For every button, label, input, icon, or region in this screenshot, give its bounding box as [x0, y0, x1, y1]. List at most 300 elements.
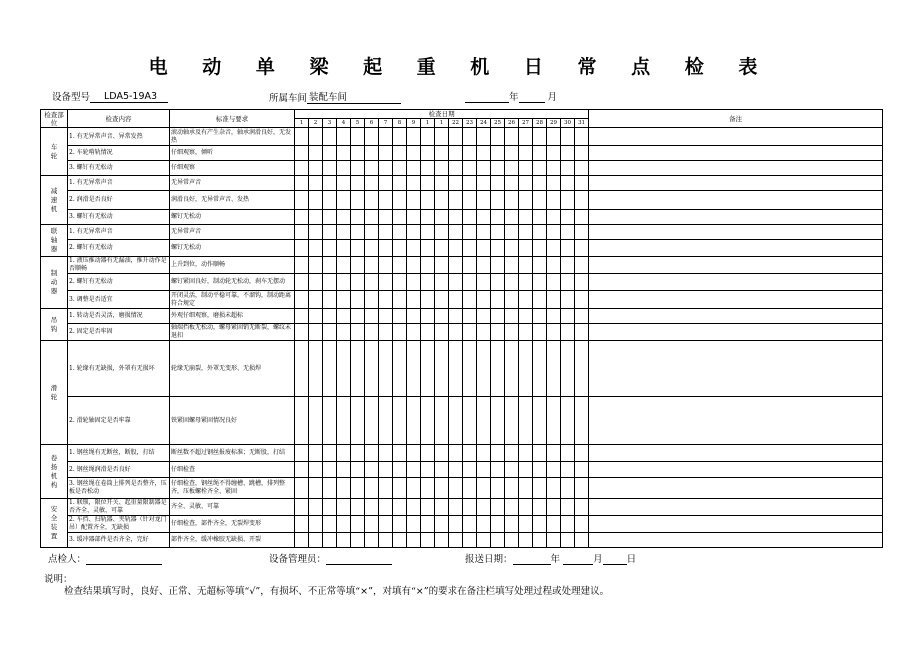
date-check-cell[interactable]: [477, 478, 491, 499]
date-check-cell[interactable]: [477, 291, 491, 309]
date-check-cell[interactable]: [379, 191, 393, 210]
date-check-cell[interactable]: [421, 445, 435, 462]
date-check-cell[interactable]: [393, 309, 407, 324]
date-check-cell[interactable]: [533, 191, 547, 210]
date-check-cell[interactable]: [435, 291, 449, 309]
date-check-cell[interactable]: [519, 291, 533, 309]
date-check-cell[interactable]: [477, 462, 491, 478]
date-check-cell[interactable]: [505, 128, 519, 146]
notes-cell[interactable]: [589, 499, 883, 516]
date-check-cell[interactable]: [309, 478, 323, 499]
date-check-cell[interactable]: [463, 445, 477, 462]
date-check-cell[interactable]: [295, 324, 309, 341]
date-check-cell[interactable]: [561, 445, 575, 462]
date-check-cell[interactable]: [533, 397, 547, 445]
date-check-cell[interactable]: [547, 445, 561, 462]
date-check-cell[interactable]: [519, 341, 533, 397]
date-check-cell[interactable]: [365, 161, 379, 176]
date-check-cell[interactable]: [505, 324, 519, 341]
date-check-cell[interactable]: [337, 225, 351, 240]
date-check-cell[interactable]: [491, 324, 505, 341]
date-check-cell[interactable]: [421, 324, 435, 341]
date-check-cell[interactable]: [491, 533, 505, 548]
date-check-cell[interactable]: [463, 341, 477, 397]
date-check-cell[interactable]: [295, 240, 309, 257]
date-check-cell[interactable]: [309, 210, 323, 225]
date-check-cell[interactable]: [505, 516, 519, 533]
date-check-cell[interactable]: [407, 478, 421, 499]
date-check-cell[interactable]: [449, 516, 463, 533]
date-check-cell[interactable]: [393, 128, 407, 146]
date-check-cell[interactable]: [533, 161, 547, 176]
date-check-cell[interactable]: [393, 516, 407, 533]
date-check-cell[interactable]: [463, 210, 477, 225]
date-check-cell[interactable]: [463, 161, 477, 176]
date-check-cell[interactable]: [309, 516, 323, 533]
date-check-cell[interactable]: [407, 225, 421, 240]
date-check-cell[interactable]: [561, 176, 575, 191]
date-check-cell[interactable]: [435, 128, 449, 146]
date-check-cell[interactable]: [295, 274, 309, 291]
date-check-cell[interactable]: [309, 161, 323, 176]
date-check-cell[interactable]: [351, 240, 365, 257]
date-check-cell[interactable]: [561, 324, 575, 341]
date-check-cell[interactable]: [351, 274, 365, 291]
date-check-cell[interactable]: [491, 462, 505, 478]
date-check-cell[interactable]: [323, 478, 337, 499]
notes-cell[interactable]: [589, 210, 883, 225]
date-check-cell[interactable]: [449, 445, 463, 462]
workshop-value[interactable]: 装配车间: [307, 89, 401, 104]
date-check-cell[interactable]: [421, 533, 435, 548]
notes-cell[interactable]: [589, 191, 883, 210]
date-check-cell[interactable]: [435, 274, 449, 291]
date-check-cell[interactable]: [435, 210, 449, 225]
date-check-cell[interactable]: [519, 240, 533, 257]
date-check-cell[interactable]: [421, 257, 435, 274]
date-check-cell[interactable]: [449, 146, 463, 161]
date-check-cell[interactable]: [463, 176, 477, 191]
date-check-cell[interactable]: [491, 478, 505, 499]
date-check-cell[interactable]: [393, 257, 407, 274]
date-check-cell[interactable]: [463, 225, 477, 240]
date-check-cell[interactable]: [575, 210, 589, 225]
date-check-cell[interactable]: [519, 445, 533, 462]
date-check-cell[interactable]: [575, 533, 589, 548]
date-check-cell[interactable]: [421, 499, 435, 516]
date-check-cell[interactable]: [533, 341, 547, 397]
date-check-cell[interactable]: [379, 533, 393, 548]
notes-cell[interactable]: [589, 309, 883, 324]
date-check-cell[interactable]: [295, 445, 309, 462]
date-check-cell[interactable]: [365, 516, 379, 533]
date-check-cell[interactable]: [561, 499, 575, 516]
date-check-cell[interactable]: [449, 225, 463, 240]
date-check-cell[interactable]: [463, 291, 477, 309]
date-check-cell[interactable]: [323, 146, 337, 161]
date-check-cell[interactable]: [449, 478, 463, 499]
date-check-cell[interactable]: [337, 478, 351, 499]
date-check-cell[interactable]: [491, 128, 505, 146]
date-check-cell[interactable]: [309, 324, 323, 341]
date-check-cell[interactable]: [365, 240, 379, 257]
date-check-cell[interactable]: [337, 128, 351, 146]
date-check-cell[interactable]: [463, 309, 477, 324]
date-check-cell[interactable]: [379, 341, 393, 397]
date-check-cell[interactable]: [505, 146, 519, 161]
date-check-cell[interactable]: [491, 274, 505, 291]
date-check-cell[interactable]: [407, 176, 421, 191]
date-check-cell[interactable]: [309, 341, 323, 397]
date-check-cell[interactable]: [421, 309, 435, 324]
notes-cell[interactable]: [589, 478, 883, 499]
date-check-cell[interactable]: [435, 146, 449, 161]
date-check-cell[interactable]: [351, 341, 365, 397]
date-check-cell[interactable]: [561, 128, 575, 146]
date-check-cell[interactable]: [407, 161, 421, 176]
date-check-cell[interactable]: [505, 191, 519, 210]
date-check-cell[interactable]: [561, 291, 575, 309]
notes-cell[interactable]: [589, 240, 883, 257]
date-check-cell[interactable]: [505, 240, 519, 257]
date-check-cell[interactable]: [435, 257, 449, 274]
date-check-cell[interactable]: [505, 291, 519, 309]
date-check-cell[interactable]: [435, 324, 449, 341]
date-check-cell[interactable]: [337, 257, 351, 274]
date-check-cell[interactable]: [505, 274, 519, 291]
date-check-cell[interactable]: [421, 478, 435, 499]
notes-cell[interactable]: [589, 274, 883, 291]
date-check-cell[interactable]: [547, 499, 561, 516]
date-check-cell[interactable]: [351, 161, 365, 176]
date-check-cell[interactable]: [351, 478, 365, 499]
month-input[interactable]: [519, 91, 545, 103]
date-check-cell[interactable]: [533, 291, 547, 309]
date-check-cell[interactable]: [505, 341, 519, 397]
date-check-cell[interactable]: [477, 257, 491, 274]
date-check-cell[interactable]: [477, 161, 491, 176]
date-check-cell[interactable]: [547, 324, 561, 341]
date-check-cell[interactable]: [533, 445, 547, 462]
date-check-cell[interactable]: [449, 257, 463, 274]
date-check-cell[interactable]: [505, 176, 519, 191]
date-check-cell[interactable]: [575, 478, 589, 499]
date-check-cell[interactable]: [519, 324, 533, 341]
date-check-cell[interactable]: [505, 161, 519, 176]
date-check-cell[interactable]: [379, 161, 393, 176]
date-check-cell[interactable]: [505, 210, 519, 225]
date-check-cell[interactable]: [351, 176, 365, 191]
date-check-cell[interactable]: [435, 397, 449, 445]
date-check-cell[interactable]: [449, 210, 463, 225]
date-check-cell[interactable]: [575, 291, 589, 309]
date-check-cell[interactable]: [561, 225, 575, 240]
date-check-cell[interactable]: [379, 210, 393, 225]
date-check-cell[interactable]: [519, 191, 533, 210]
date-check-cell[interactable]: [379, 499, 393, 516]
date-check-cell[interactable]: [337, 274, 351, 291]
date-check-cell[interactable]: [393, 341, 407, 397]
inspector-input[interactable]: [86, 553, 162, 565]
date-check-cell[interactable]: [575, 341, 589, 397]
date-check-cell[interactable]: [477, 210, 491, 225]
date-check-cell[interactable]: [477, 397, 491, 445]
date-check-cell[interactable]: [379, 516, 393, 533]
date-check-cell[interactable]: [421, 128, 435, 146]
date-check-cell[interactable]: [393, 176, 407, 191]
date-check-cell[interactable]: [463, 191, 477, 210]
date-check-cell[interactable]: [561, 309, 575, 324]
notes-cell[interactable]: [589, 324, 883, 341]
date-check-cell[interactable]: [337, 533, 351, 548]
date-check-cell[interactable]: [393, 397, 407, 445]
date-check-cell[interactable]: [295, 225, 309, 240]
report-day-input[interactable]: [603, 553, 627, 565]
date-check-cell[interactable]: [337, 240, 351, 257]
date-check-cell[interactable]: [337, 516, 351, 533]
date-check-cell[interactable]: [561, 161, 575, 176]
date-check-cell[interactable]: [421, 191, 435, 210]
date-check-cell[interactable]: [561, 533, 575, 548]
date-check-cell[interactable]: [309, 240, 323, 257]
date-check-cell[interactable]: [575, 128, 589, 146]
notes-cell[interactable]: [589, 257, 883, 274]
date-check-cell[interactable]: [547, 274, 561, 291]
date-check-cell[interactable]: [407, 191, 421, 210]
date-check-cell[interactable]: [365, 462, 379, 478]
date-check-cell[interactable]: [393, 146, 407, 161]
date-check-cell[interactable]: [323, 499, 337, 516]
date-check-cell[interactable]: [351, 191, 365, 210]
date-check-cell[interactable]: [351, 146, 365, 161]
date-check-cell[interactable]: [323, 257, 337, 274]
date-check-cell[interactable]: [393, 225, 407, 240]
date-check-cell[interactable]: [491, 146, 505, 161]
date-check-cell[interactable]: [547, 478, 561, 499]
date-check-cell[interactable]: [323, 516, 337, 533]
date-check-cell[interactable]: [309, 533, 323, 548]
date-check-cell[interactable]: [309, 176, 323, 191]
date-check-cell[interactable]: [295, 257, 309, 274]
date-check-cell[interactable]: [575, 161, 589, 176]
date-check-cell[interactable]: [575, 324, 589, 341]
date-check-cell[interactable]: [435, 462, 449, 478]
date-check-cell[interactable]: [519, 499, 533, 516]
date-check-cell[interactable]: [463, 324, 477, 341]
date-check-cell[interactable]: [365, 274, 379, 291]
date-check-cell[interactable]: [505, 478, 519, 499]
date-check-cell[interactable]: [491, 341, 505, 397]
date-check-cell[interactable]: [393, 478, 407, 499]
date-check-cell[interactable]: [379, 257, 393, 274]
date-check-cell[interactable]: [561, 240, 575, 257]
date-check-cell[interactable]: [547, 128, 561, 146]
date-check-cell[interactable]: [519, 397, 533, 445]
notes-cell[interactable]: [589, 445, 883, 462]
date-check-cell[interactable]: [351, 291, 365, 309]
date-check-cell[interactable]: [407, 146, 421, 161]
date-check-cell[interactable]: [435, 176, 449, 191]
date-check-cell[interactable]: [295, 291, 309, 309]
date-check-cell[interactable]: [449, 128, 463, 146]
date-check-cell[interactable]: [379, 291, 393, 309]
date-check-cell[interactable]: [449, 499, 463, 516]
date-check-cell[interactable]: [533, 176, 547, 191]
date-check-cell[interactable]: [337, 191, 351, 210]
date-check-cell[interactable]: [393, 161, 407, 176]
date-check-cell[interactable]: [295, 397, 309, 445]
date-check-cell[interactable]: [547, 210, 561, 225]
date-check-cell[interactable]: [491, 445, 505, 462]
date-check-cell[interactable]: [505, 499, 519, 516]
date-check-cell[interactable]: [295, 309, 309, 324]
date-check-cell[interactable]: [505, 309, 519, 324]
date-check-cell[interactable]: [505, 397, 519, 445]
date-check-cell[interactable]: [561, 274, 575, 291]
date-check-cell[interactable]: [477, 445, 491, 462]
date-check-cell[interactable]: [309, 225, 323, 240]
date-check-cell[interactable]: [379, 146, 393, 161]
date-check-cell[interactable]: [365, 128, 379, 146]
date-check-cell[interactable]: [295, 533, 309, 548]
date-check-cell[interactable]: [533, 309, 547, 324]
date-check-cell[interactable]: [463, 146, 477, 161]
date-check-cell[interactable]: [351, 128, 365, 146]
date-check-cell[interactable]: [365, 291, 379, 309]
date-check-cell[interactable]: [533, 462, 547, 478]
date-check-cell[interactable]: [421, 240, 435, 257]
date-check-cell[interactable]: [463, 257, 477, 274]
date-check-cell[interactable]: [309, 274, 323, 291]
date-check-cell[interactable]: [295, 210, 309, 225]
date-check-cell[interactable]: [323, 161, 337, 176]
date-check-cell[interactable]: [309, 462, 323, 478]
date-check-cell[interactable]: [379, 128, 393, 146]
date-check-cell[interactable]: [323, 274, 337, 291]
date-check-cell[interactable]: [449, 191, 463, 210]
date-check-cell[interactable]: [337, 309, 351, 324]
date-check-cell[interactable]: [575, 176, 589, 191]
date-check-cell[interactable]: [505, 225, 519, 240]
date-check-cell[interactable]: [351, 533, 365, 548]
date-check-cell[interactable]: [463, 462, 477, 478]
date-check-cell[interactable]: [575, 225, 589, 240]
date-check-cell[interactable]: [519, 533, 533, 548]
date-check-cell[interactable]: [491, 210, 505, 225]
date-check-cell[interactable]: [365, 309, 379, 324]
date-check-cell[interactable]: [547, 191, 561, 210]
date-check-cell[interactable]: [309, 397, 323, 445]
manager-input[interactable]: [326, 553, 392, 565]
date-check-cell[interactable]: [575, 257, 589, 274]
date-check-cell[interactable]: [421, 341, 435, 397]
date-check-cell[interactable]: [393, 324, 407, 341]
date-check-cell[interactable]: [323, 309, 337, 324]
date-check-cell[interactable]: [491, 191, 505, 210]
date-check-cell[interactable]: [407, 309, 421, 324]
date-check-cell[interactable]: [547, 176, 561, 191]
report-year-input[interactable]: [513, 553, 551, 565]
notes-cell[interactable]: [589, 533, 883, 548]
model-value[interactable]: LDA5-19A3: [90, 91, 168, 103]
date-check-cell[interactable]: [547, 462, 561, 478]
report-month-input[interactable]: [563, 553, 593, 565]
date-check-cell[interactable]: [393, 191, 407, 210]
date-check-cell[interactable]: [379, 397, 393, 445]
date-check-cell[interactable]: [449, 397, 463, 445]
date-check-cell[interactable]: [379, 240, 393, 257]
date-check-cell[interactable]: [575, 309, 589, 324]
date-check-cell[interactable]: [421, 146, 435, 161]
date-check-cell[interactable]: [519, 225, 533, 240]
date-check-cell[interactable]: [337, 146, 351, 161]
date-check-cell[interactable]: [449, 324, 463, 341]
date-check-cell[interactable]: [547, 533, 561, 548]
date-check-cell[interactable]: [435, 533, 449, 548]
date-check-cell[interactable]: [561, 191, 575, 210]
date-check-cell[interactable]: [295, 341, 309, 397]
date-check-cell[interactable]: [323, 240, 337, 257]
date-check-cell[interactable]: [309, 191, 323, 210]
date-check-cell[interactable]: [491, 499, 505, 516]
date-check-cell[interactable]: [519, 309, 533, 324]
date-check-cell[interactable]: [295, 516, 309, 533]
date-check-cell[interactable]: [533, 128, 547, 146]
date-check-cell[interactable]: [309, 146, 323, 161]
notes-cell[interactable]: [589, 225, 883, 240]
date-check-cell[interactable]: [533, 240, 547, 257]
date-check-cell[interactable]: [575, 274, 589, 291]
date-check-cell[interactable]: [477, 533, 491, 548]
date-check-cell[interactable]: [323, 191, 337, 210]
date-check-cell[interactable]: [463, 274, 477, 291]
date-check-cell[interactable]: [505, 257, 519, 274]
date-check-cell[interactable]: [435, 516, 449, 533]
date-check-cell[interactable]: [295, 462, 309, 478]
date-check-cell[interactable]: [533, 499, 547, 516]
date-check-cell[interactable]: [491, 240, 505, 257]
date-check-cell[interactable]: [561, 210, 575, 225]
date-check-cell[interactable]: [533, 210, 547, 225]
date-check-cell[interactable]: [337, 462, 351, 478]
date-check-cell[interactable]: [561, 257, 575, 274]
date-check-cell[interactable]: [463, 499, 477, 516]
date-check-cell[interactable]: [477, 324, 491, 341]
date-check-cell[interactable]: [323, 176, 337, 191]
date-check-cell[interactable]: [575, 191, 589, 210]
date-check-cell[interactable]: [351, 309, 365, 324]
date-check-cell[interactable]: [309, 445, 323, 462]
date-check-cell[interactable]: [421, 176, 435, 191]
date-check-cell[interactable]: [463, 240, 477, 257]
date-check-cell[interactable]: [533, 274, 547, 291]
date-check-cell[interactable]: [379, 462, 393, 478]
date-check-cell[interactable]: [435, 161, 449, 176]
year-input[interactable]: [465, 91, 509, 103]
date-check-cell[interactable]: [323, 128, 337, 146]
date-check-cell[interactable]: [491, 161, 505, 176]
date-check-cell[interactable]: [435, 341, 449, 397]
date-check-cell[interactable]: [365, 533, 379, 548]
date-check-cell[interactable]: [421, 274, 435, 291]
date-check-cell[interactable]: [323, 462, 337, 478]
date-check-cell[interactable]: [561, 462, 575, 478]
date-check-cell[interactable]: [351, 397, 365, 445]
date-check-cell[interactable]: [295, 191, 309, 210]
date-check-cell[interactable]: [575, 146, 589, 161]
date-check-cell[interactable]: [295, 128, 309, 146]
date-check-cell[interactable]: [365, 146, 379, 161]
